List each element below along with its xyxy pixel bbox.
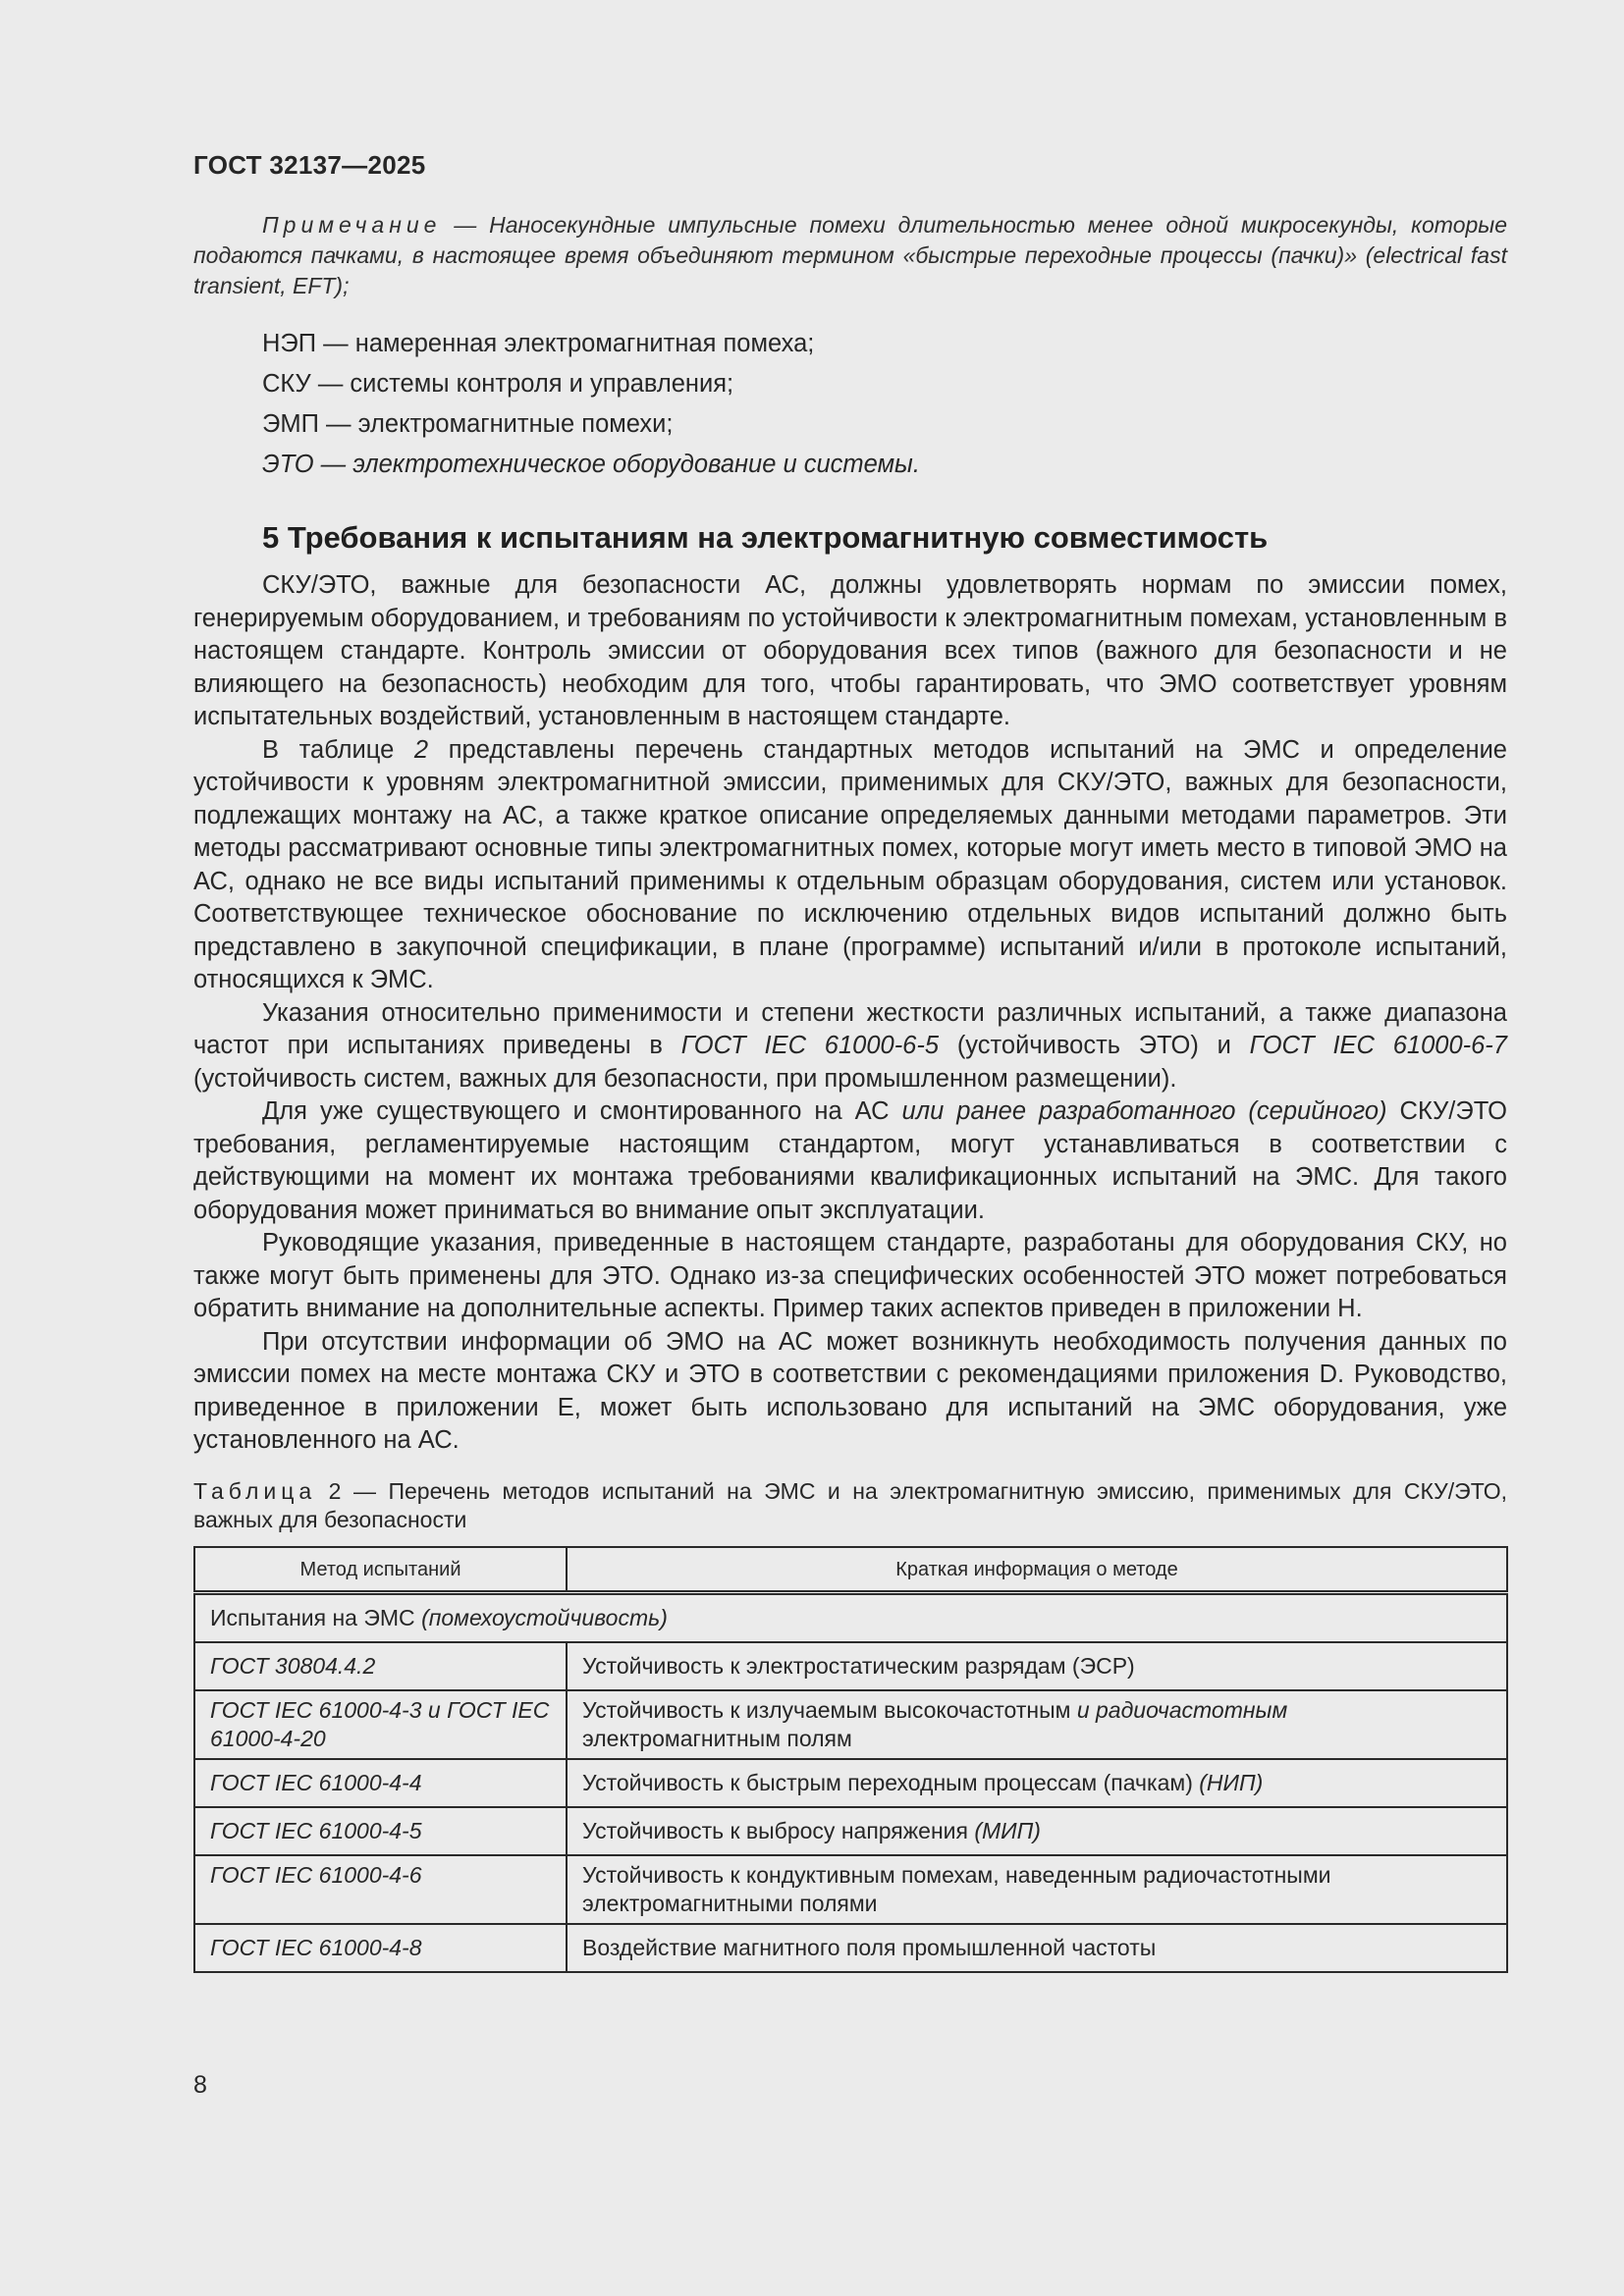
abbreviation-item: ЭТО — электротехническое оборудование и системы. [262,451,920,478]
group-text-italic: (помехоустойчивость) [421,1604,668,1630]
description-text: Устойчивость к электростатическим разрядам (ЭСР) [582,1652,1135,1679]
abbreviation-item: ЭМП — электромагнитные помехи; [262,410,674,438]
group-text: Испытания на ЭМС [210,1604,422,1630]
paragraph-text: Для уже существующего и смонтированного на АС [262,1097,902,1125]
table-row [194,1924,1507,1972]
description-cell [567,1924,1507,1972]
description-text: Воздействие магнитного поля промышленной частоты [582,1934,1157,1960]
method-cell: ГОСТ IEC 61000-4-6 [194,1855,567,1924]
description-text: электромагнитным полям [582,1725,852,1751]
description-text: Устойчивость к выбросу напряжения [582,1817,975,1843]
note-label: Примечание [262,212,442,238]
paragraph: Руководящие указания, приведенные в настоящем стандарте, разработаны для оборудования СКУ, но также могут быть применены для ЭТО. Однако из-за специфических особенностей ЭТО может потребоваться обратить внимание на дополнительные аспекты. Пример таких аспектов приведен в приложении Н. [193,1229,1507,1322]
paragraph-text: В таблице [262,735,414,764]
methods-table [193,1546,1508,1973]
section-body [193,569,1507,1458]
table-caption [193,1477,1507,1534]
table-row [194,1855,1507,1924]
method-cell: ГОСТ IEC 61000-4-5 [194,1807,567,1855]
description-text: Устойчивость к кондуктивным помехам, наведенным радиочастотными электромагнитными полями [582,1861,1331,1916]
method-cell: ГОСТ IEC 61000-4-8 [194,1924,567,1972]
table-row [194,1690,1507,1759]
description-text-italic: и радиочастотным [1076,1696,1288,1723]
column-header-method: Метод испытаний [194,1547,567,1593]
table-reference: 2 [413,735,429,764]
note-paragraph [193,210,1507,301]
table-row [194,1642,1507,1690]
abbreviation-item: НЭП — намеренная электромагнитная помеха; [262,330,815,357]
paragraph [193,1095,1507,1227]
description-cell [567,1642,1507,1690]
method-cell: ГОСТ 30804.4.2 [194,1642,567,1690]
paragraph-text: СКУ/ЭТО требования, регламентируемые настоящим стандартом, могут устанавливаться в соответствии с действующими на момент их монтажа требованиями квалификационных испытаний на ЭМС. Для такого оборудования может приниматься во внимание опыт эксплуатации. [193,1097,1507,1224]
group-cell [194,1592,1507,1642]
paragraph [193,997,1507,1096]
column-header-description: Краткая информация о методе [567,1547,1507,1593]
paragraph [193,734,1507,997]
table-caption-text: 2 — Перечень методов испытаний на ЭМС и на электромагнитную эмиссию, применимых для СКУ/ЭТО, важных для безопасности [193,1477,1507,1532]
abbreviation-list [193,324,1507,485]
table-row [194,1807,1507,1855]
description-cell [567,1759,1507,1807]
description-text: Устойчивость к быстрым переходным процессам (пачкам) [582,1769,1200,1795]
description-text: Устойчивость к излучаемым высокочастотным [582,1696,1077,1723]
paragraph-text: Указания относительно применимости и степени жесткости различных испытаний, а также диапазона частот при испытаниях приведены в [193,998,1507,1059]
description-cell [567,1855,1507,1924]
method-cell: ГОСТ IEC 61000-4-3 и ГОСТ IEC 61000-4-20 [194,1690,567,1759]
description-text-italic: (НИП) [1199,1769,1264,1795]
table-caption-label: Таблица [193,1477,317,1504]
italic-phrase: или ранее разработанного (серийного) [901,1097,1387,1125]
table-group-row [194,1592,1507,1642]
page-number: 8 [193,2071,207,2099]
method-cell: ГОСТ IEC 61000-4-4 [194,1759,567,1807]
description-text-italic: (МИП) [974,1817,1041,1843]
standard-reference: ГОСТ IEC 61000-6-7 [1249,1032,1507,1059]
section-title: 5 Требования к испытаниям на электромагнитную совместимость [262,520,1269,555]
standard-reference: ГОСТ IEC 61000-6-5 [680,1032,940,1059]
page-content [193,145,1507,1973]
paragraph-text: (устойчивость ЭТО) и [939,1032,1250,1059]
description-cell [567,1807,1507,1855]
abbreviation-item: СКУ — системы контроля и управления; [262,370,734,398]
note-text: — Наносекундные импульсные помехи длительностью менее одной микросекунды, которые подаются пачками, в настоящее время объединяют термином «быстрые переходные процессы (пачки)» (electrical fast transient, EFT); [193,212,1507,298]
paragraph: При отсутствии информации об ЭМО на АС может возникнуть необходимость получения данных по эмиссии помех на месте монтажа СКУ и ЭТО в соответствии с рекомендациями приложения D. Руководство, приведенное в приложении Е, может быть использовано для испытаний на ЭМС оборудования, уже установленного на АС. [193,1327,1507,1454]
description-cell [567,1690,1507,1759]
table-header-row [194,1547,1507,1593]
document-header: ГОСТ 32137—2025 [193,150,426,180]
paragraph-text: (устойчивость систем, важных для безопасности, при промышленном размещении). [193,1064,1177,1093]
paragraph: СКУ/ЭТО, важные для безопасности АС, должны удовлетворять нормам по эмиссии помех, генерируемым оборудованием, и требованиям по устойчивости к электромагнитным помехам, установленным в настоящем стандарте. Контроль эмиссии от оборудования всех типов (важного для безопасности и не влияющего на безопасность) необходим для того, чтобы гарантировать, что ЭМО соответствует уровням испытательных воздействий, установленным в настоящем стандарте. [193,571,1507,730]
table-row [194,1759,1507,1807]
paragraph-text: представлены перечень стандартных методов испытаний на ЭМС и определение устойчивости к уровням электромагнитной эмиссии, применимых для СКУ/ЭТО, важных для безопасности, подлежащих монтажу на АС, а также краткое описание определяемых данными методами параметров. Эти методы рассматривают основные типы электромагнитных помех, которые могут иметь место в типовой ЭМО на АС, однако не все виды испытаний применимы к отдельным образцам оборудования, систем или установок. Соответствующее техническое обоснование по исключению отдельных видов испытаний должно быть представлено в закупочной спецификации, в плане (программе) испытаний и/или в протоколе испытаний, относящихся к ЭМС. [193,735,1507,993]
